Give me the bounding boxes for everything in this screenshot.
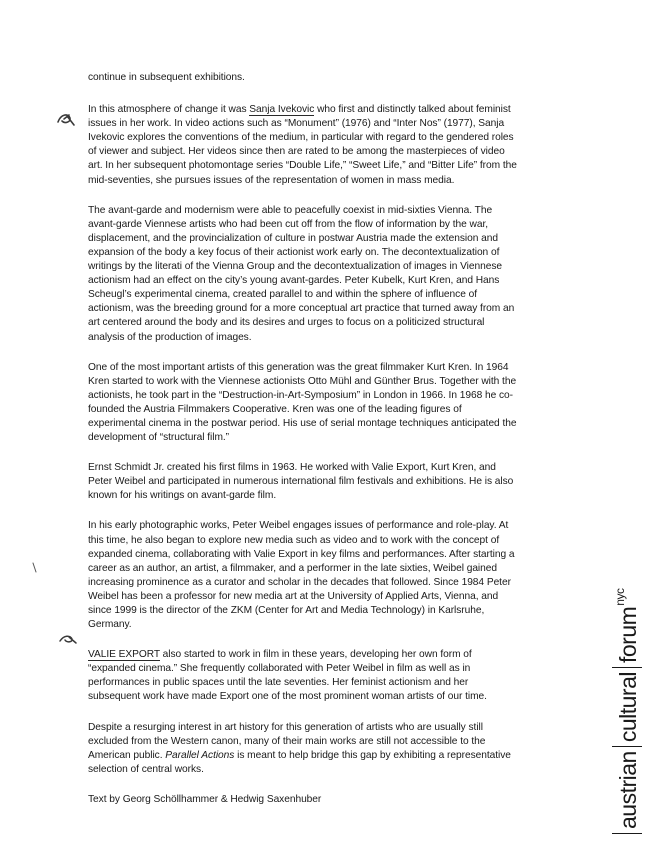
paragraph-weibel: In his early photographic works, Peter Weibel engages issues of performance and role-play. At this time, he also began to explore new media such as video and to work with the concept of expanded cinema, collaborating with Valie Export in key films and performances. After starting a career as an author, an artist, a filmmaker, and a performer in the late sixties, Weibel gained increasing prominence as a curator and scholar in the decades that followed. Since 1984 Peter Weibel has been a professor for new media art at the University of Applied Arts, Vienna, and since 1999 is the director of the ZKM (Center for Art and Media Technology) in Karlsruhe, Germany. — [88, 520, 515, 631]
paragraph-ivekovic: In this atmosphere of change it was Sanja Ivekovic who first and distinctly talked about feminist issues in her work. In video actions such as “Monument” (1976) and “Inter Nos” (1977), Sanja Ivekovic explores the conventions of the medium, in particular with regard to the gendered roles of viewer and subject. Her videos since then are rated to be among the masterpieces of video art. In her subsequent photomontage series “Double Life,” “Sweet Life,” and “Bitter Life” from the mid-seventies, she pursues issues of the representation of women in mass media. — [88, 104, 517, 186]
paragraph-export: VALIE EXPORT also started to work in film in these years, developing her own form of “expanded cinema.” She frequently collaborated with Peter Weibel in film as well as in performances in public spaces until the late seventies. Her feminist actionism and her subsequent work have made Export one of the most prominent woman artists of our time. — [88, 649, 487, 703]
paragraph-parallel-actions: Despite a resurging interest in art history for this generation of artists who are usually still excluded from the Western canon, many of their main works are still not accessible to the American public. Parallel Actions is meant to help bridge this gap by exhibiting a representative selection of central works. — [88, 721, 511, 775]
paragraph-avant-garde: The avant-garde and modernism were able to peacefully coexist in mid-sixties Vienna. The avant-garde Viennese artists who had been cut off from the flow of information by the war, displacement, and the provincialization of culture in postwar Austria made the extension and expansion of the body a key focus of their actionist work early on. The decontextualization of writings by the literati of the Vienna Group and the decontextualization of images in Viennese actionism had an effect on the city’s young avant-gardes. Peter Kubelk, Kurt Kren, and Hans Scheugl’s experimental cinema, created parallel to and within the sphere of influence of actionism, was the breeding ground for a more conceptual art practice that turned away from an art centered around the body and its desires and urges to focus on a politicized structural analysis of the production of images. — [88, 204, 515, 343]
logo-divider — [612, 746, 642, 747]
austrian-cultural-forum-logo: austrianculturalforum$^{nyc}$ — [612, 589, 642, 838]
margin-mark-2-icon — [58, 632, 80, 646]
margin-tick-icon — [30, 561, 40, 575]
author-credit: Text by Georg Schöllhammer & Hedwig Saxenhuber — [88, 793, 322, 805]
paragraph-schmidt: Ernst Schmidt Jr. created his first films in 1963. He worked with Valie Export, Kurt Kren, and Peter Weibel and participated in numerous international film festivals and exhibitions. He is also known for his writings on avant-garde film. — [88, 462, 514, 502]
underlined-name-export: VALIE EXPORT — [88, 649, 160, 661]
margin-mark-1-icon — [55, 110, 77, 128]
underlined-name-ivekovic: Sanja Ivekovic — [249, 104, 315, 116]
paragraph-kren: One of the most important artists of this generation was the great filmmaker Kurt Kren. In 1964 Kren started to work with the Viennese actionists Otto Mühl and Günther Brus. Together with the actionists, he took part in the “Destruction-in-Art-Symposium” in London in 1966. In 1968 he co-founded the Austria Filmmakers Cooperative. Kren was one of the leading figures of experimental cinema in the postwar period. His use of serial montage techniques anticipated the development of “structural film.” — [88, 361, 517, 444]
logo-divider — [612, 667, 642, 668]
italic-title: Parallel Actions — [165, 749, 235, 761]
paragraph-continuation: continue in subsequent exhibitions. — [88, 72, 245, 83]
body-text — [88, 71, 520, 823]
logo-divider — [612, 833, 642, 834]
